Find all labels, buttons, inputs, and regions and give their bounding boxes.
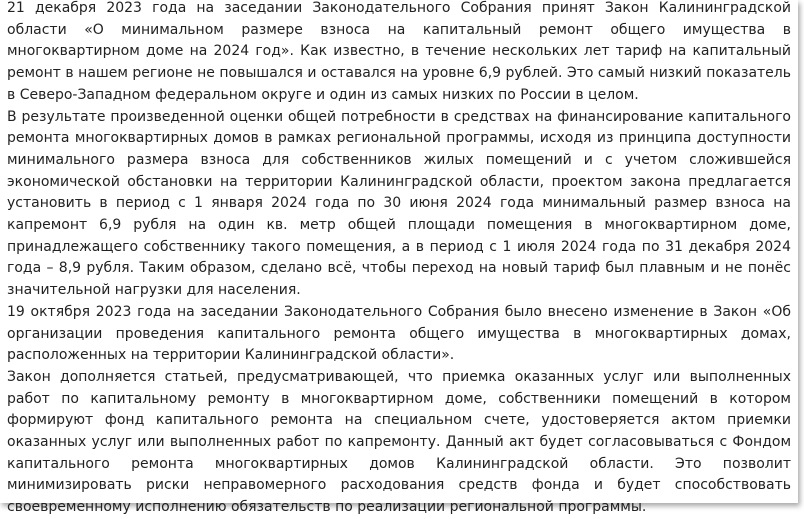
article-body xyxy=(7,0,791,519)
paragraph-acceptance-act: Закон дополняется статьей, предусматривающей, что приемка оказанных услуг или выполненных работ по капитальному ремонту в многоквартирном доме, собственники помещений в котором формируют фонд капитального ремонта на специальном счете, удостоверяется актом приемки оказанных услуг или выполненных работ по капремонту. Данный акт будет согласовываться с Фондом капитального ремонта многоквартирных домов Калининградской области. Это позволит минимизировать риски неправомерного расходования средств фонда и будет способствовать своевременному исполнению обязательств по реализации региональной программы. xyxy=(7,368,791,516)
paragraph-budget-law: 21 декабря 2023 года на заседании Законодательного Собрания принят Закон Калининградской области «О минимальном размере взноса на капитальный ремонт общего имущества в многоквартирном доме на 2024 год». Как известно, в течение нескольких лет тариф на капитальный ремонт в нашем регионе не повышался и оставался на уровне 6,9 рублей. Это самый низкий показатель в Северо-Западном федеральном округе и один из самых низких по России в целом. xyxy=(7,0,791,103)
paragraph-law-amendment: 19 октября 2023 года на заседании Законодательного Собрания было внесено изменение в Закон «Об организации проведения капитального ремонта общего имущества в многоквартирных домах, расположенных на территории Калининградской области». xyxy=(7,303,791,364)
paragraph-fee-calculation: В результате произведенной оценки общей потребности в средствах на финансирование капитального ремонта многоквартирных домов в рамках региональной программы, исходя из принципа доступности минимального размера взноса для собственников жилых помещений и с учетом сложившейся экономической обстановки на территории Калининградской области, проектом закона предлагается установить в период с 1 января 2024 года по 30 июня 2024 года минимальный размер взноса на капремонт 6,9 рубля на один кв. метр общей площади помещения в многоквартирном доме, принадлежащего собственнику такого помещения, а в период с 1 июля 2024 года по 31 декабря 2024 года – 8,9 рубля. Таким образом, сделано всё, чтобы переход на новый тариф был плавным и не понёс значительной нагрузки для населения. xyxy=(7,108,791,299)
